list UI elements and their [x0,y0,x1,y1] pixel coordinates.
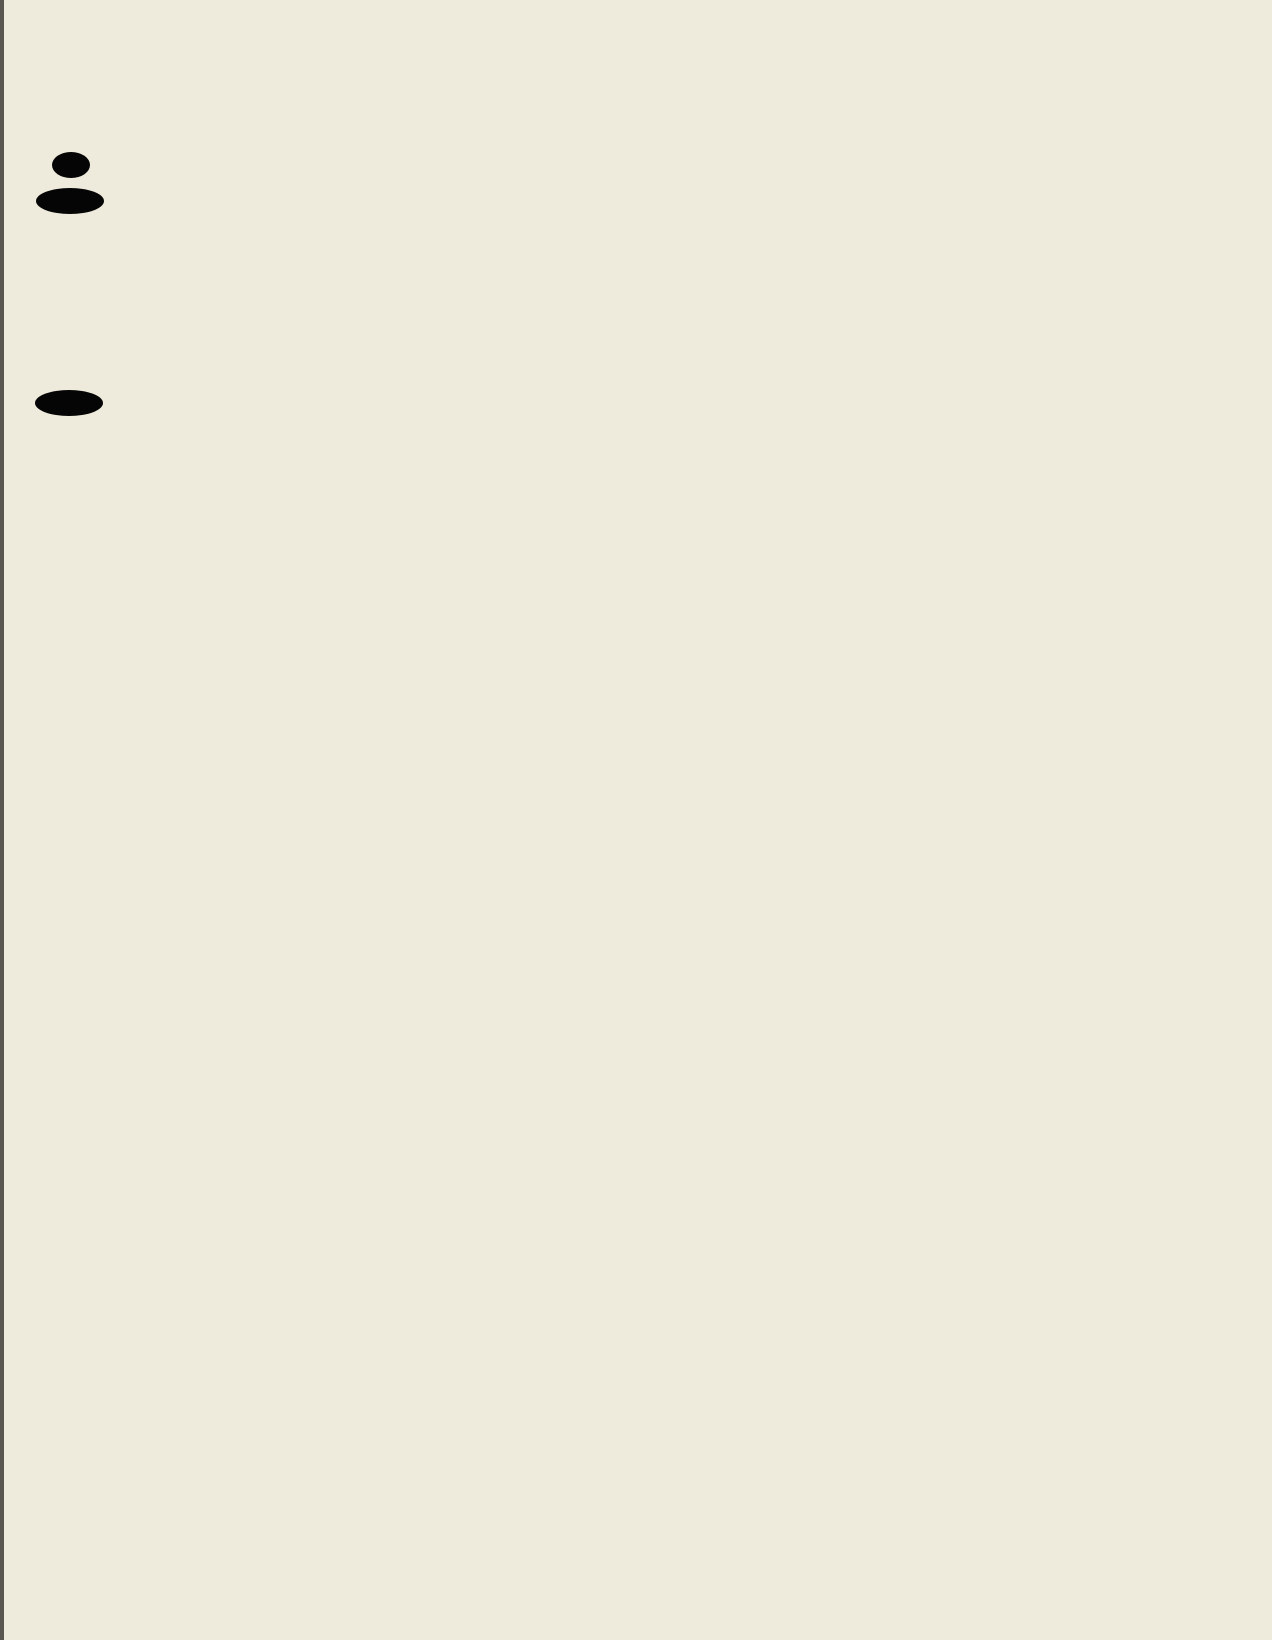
binder-hole [36,188,104,214]
binder-hole [35,390,103,416]
binder-hole [52,152,90,178]
page-edge [0,0,4,1640]
